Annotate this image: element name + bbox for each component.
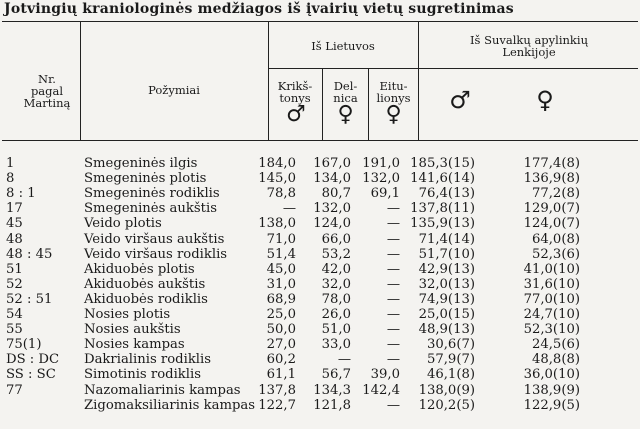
value-suvalku-male: 137,8(11) [410, 201, 475, 217]
row-feature: Veido plotis [84, 216, 162, 232]
value-kriksto: 51,4 [266, 246, 296, 262]
value-suvalku-male: 46,1(8) [426, 367, 475, 383]
value-kriksto: 184,0 [258, 156, 296, 171]
value-kriksto: 25,0 [266, 307, 296, 322]
top-rule [2, 21, 638, 22]
value-suvalku-female: 77,0(10) [523, 291, 580, 307]
value-eitulionys: — [386, 246, 400, 262]
value-delnica: 33,0 [321, 337, 351, 353]
value-delnica: 56,7 [321, 367, 351, 383]
value-delnica: 124,0 [313, 216, 351, 232]
female-symbol-icon: ♀ [385, 102, 402, 127]
value-eitulionys: 39,0 [370, 367, 400, 383]
row-nr: 1 [6, 156, 15, 171]
female-symbol-icon: ♀ [337, 102, 354, 127]
header-delnica: Del- nica [333, 79, 358, 105]
row-nr: 51 [6, 261, 23, 277]
value-suvalku-female: 136,9(8) [523, 171, 580, 187]
value-suvalku-female: 138,9(9) [523, 382, 580, 398]
value-delnica: 51,0 [321, 322, 351, 338]
header-eitulionys: Eitu- lionys [376, 79, 411, 105]
value-suvalku-female: 52,3(10) [523, 322, 580, 338]
row-nr: 55 [6, 322, 23, 338]
header-is-suvalku: Iš Suvalkų apylinkių Lenkijoje [470, 33, 588, 59]
value-suvalku-male: 32,0(13) [418, 276, 475, 292]
row-feature: Smegeninės ilgis [84, 156, 198, 171]
value-kriksto: 50,0 [266, 322, 296, 338]
value-eitulionys: — [386, 291, 400, 307]
table-row [0, 352, 640, 367]
header-bottom-rule [2, 140, 638, 141]
header-is-lietuvos: Iš Lietuvos [311, 39, 375, 53]
value-suvalku-male: 25,0(15) [418, 307, 475, 322]
value-delnica: 78,0 [321, 291, 351, 307]
row-nr: 8 [6, 171, 15, 187]
value-suvalku-female: 177,4(8) [523, 156, 580, 171]
value-kriksto: 45,0 [266, 261, 296, 277]
row-feature: Smegeninės plotis [84, 171, 207, 187]
value-kriksto: 122,7 [258, 397, 296, 413]
row-nr: 77 [6, 382, 23, 398]
value-kriksto: 138,0 [258, 216, 296, 232]
value-eitulionys: 142,4 [362, 382, 400, 398]
value-eitulionys: — [386, 276, 400, 292]
value-suvalku-female: 77,2(8) [531, 186, 580, 202]
table-row [0, 201, 640, 216]
value-delnica: 132,0 [313, 201, 351, 217]
value-delnica: 134,0 [313, 171, 351, 187]
table-title: Jotvingių kraniologinės medžiagos iš įvairių vietų sugretinimas [4, 1, 514, 17]
value-delnica: 80,7 [321, 186, 351, 202]
table-row [0, 156, 640, 171]
value-eitulionys: — [386, 201, 400, 217]
row-feature: Dakrialinis rodiklis [84, 352, 212, 368]
lietuvos-subrule [269, 68, 419, 69]
table-row [0, 307, 640, 322]
row-feature: Akiduobės plotis [84, 261, 195, 277]
row-feature: Simotinis rodiklis [84, 367, 201, 383]
row-nr: 75(1) [6, 337, 42, 353]
value-suvalku-male: 76,4(13) [418, 186, 475, 202]
row-feature: Veido viršaus rodiklis [84, 246, 228, 262]
row-feature: Akiduobės rodiklis [84, 291, 208, 307]
value-suvalku-female: 124,0(7) [523, 216, 580, 232]
value-eitulionys: — [386, 216, 400, 232]
value-kriksto: — [282, 201, 296, 217]
value-suvalku-female: 129,0(7) [523, 201, 580, 217]
value-suvalku-male: 42,9(13) [418, 261, 475, 277]
suvalku-subrule [419, 68, 638, 69]
table-row [0, 398, 640, 413]
value-eitulionys: — [386, 397, 400, 413]
value-delnica: — [337, 352, 351, 368]
value-suvalku-female: 24,5(6) [531, 337, 580, 353]
table-row [0, 262, 640, 277]
value-kriksto: 31,0 [266, 276, 296, 292]
table-row [0, 216, 640, 231]
value-kriksto: 137,8 [258, 382, 296, 398]
value-suvalku-female: 31,6(10) [523, 276, 580, 292]
value-delnica: 66,0 [321, 231, 351, 247]
row-feature: Nazomaliarinis kampas [84, 382, 241, 398]
value-kriksto: 71,0 [266, 231, 296, 247]
value-kriksto: 61,1 [266, 367, 296, 383]
value-suvalku-male: 74,9(13) [418, 291, 475, 307]
row-nr: 48 [6, 231, 23, 247]
value-suvalku-male: 138,0(9) [418, 382, 475, 398]
table-row [0, 383, 640, 398]
row-nr: SS : SC [6, 367, 56, 383]
row-nr: 48 : 45 [6, 246, 53, 262]
table-row [0, 171, 640, 186]
value-suvalku-female: 24,7(10) [523, 307, 580, 322]
row-feature: Nosies aukštis [84, 322, 181, 338]
value-suvalku-male: 51,7(10) [418, 246, 475, 262]
female-symbol-icon: ♀ [536, 86, 554, 114]
value-delnica: 167,0 [313, 156, 351, 171]
row-feature: Akiduobės aukštis [84, 276, 206, 292]
row-nr: 8 : 1 [6, 186, 36, 202]
table-row [0, 247, 640, 262]
value-suvalku-male: 120,2(5) [418, 397, 475, 413]
row-nr: 17 [6, 201, 23, 217]
male-symbol-icon: ♂ [449, 86, 471, 114]
value-suvalku-male: 135,9(13) [410, 216, 475, 232]
row-feature: Smegeninės aukštis [84, 201, 217, 217]
value-suvalku-female: 41,0(10) [523, 261, 580, 277]
value-delnica: 53,2 [321, 246, 351, 262]
row-nr: 52 [6, 276, 23, 292]
male-symbol-icon: ♂ [286, 102, 306, 127]
value-suvalku-male: 185,3(15) [410, 156, 475, 171]
subcol-divider-2 [368, 69, 369, 140]
value-suvalku-male: 30,6(7) [426, 337, 475, 353]
value-eitulionys: — [386, 322, 400, 338]
value-suvalku-female: 122,9(5) [523, 397, 580, 413]
row-feature: Nosies plotis [84, 307, 171, 322]
value-delnica: 121,8 [313, 397, 351, 413]
table-row [0, 232, 640, 247]
value-eitulionys: 69,1 [370, 186, 400, 202]
value-delnica: 32,0 [321, 276, 351, 292]
value-eitulionys: 191,0 [362, 156, 400, 171]
header-pozymiai: Požymiai [148, 83, 200, 97]
value-suvalku-male: 48,9(13) [418, 322, 475, 338]
row-nr: 45 [6, 216, 23, 232]
value-delnica: 26,0 [321, 307, 351, 322]
value-eitulionys: — [386, 231, 400, 247]
row-feature: Smegeninės rodiklis [84, 186, 220, 202]
value-suvalku-male: 57,9(7) [426, 352, 475, 368]
value-suvalku-female: 64,0(8) [531, 231, 580, 247]
row-nr: 54 [6, 307, 23, 322]
col-divider-nr [80, 22, 81, 140]
value-kriksto: 145,0 [258, 171, 296, 187]
value-eitulionys: — [386, 352, 400, 368]
row-nr: DS : DC [6, 352, 60, 368]
row-feature: Veido viršaus aukštis [84, 231, 225, 247]
value-eitulionys: 132,0 [362, 171, 400, 187]
col-divider-groups [418, 22, 419, 140]
subcol-divider-1 [322, 69, 323, 140]
table-row [0, 367, 640, 382]
value-kriksto: 27,0 [266, 337, 296, 353]
row-nr: 52 : 51 [6, 291, 53, 307]
value-delnica: 134,3 [313, 382, 351, 398]
table-row [0, 337, 640, 352]
value-delnica: 42,0 [321, 261, 351, 277]
table-row [0, 186, 640, 201]
value-suvalku-female: 36,0(10) [523, 367, 580, 383]
value-eitulionys: — [386, 337, 400, 353]
value-suvalku-male: 71,4(14) [418, 231, 475, 247]
col-divider-features [268, 22, 269, 140]
value-kriksto: 60,2 [266, 352, 296, 368]
row-feature: Zigomaksiliarinis kampas [84, 397, 256, 413]
value-kriksto: 78,8 [266, 186, 296, 202]
value-kriksto: 68,9 [266, 291, 296, 307]
table-row [0, 322, 640, 337]
header-kriksto: Krikš- tonys [277, 79, 313, 105]
table-row [0, 277, 640, 292]
value-suvalku-female: 48,8(8) [531, 352, 580, 368]
value-suvalku-male: 141,6(14) [410, 171, 475, 187]
value-eitulionys: — [386, 261, 400, 277]
table-row [0, 292, 640, 307]
row-feature: Nosies kampas [84, 337, 185, 353]
header-nr: Nr. pagal Martiną [23, 72, 71, 110]
value-suvalku-female: 52,3(6) [531, 246, 580, 262]
value-eitulionys: — [386, 307, 400, 322]
